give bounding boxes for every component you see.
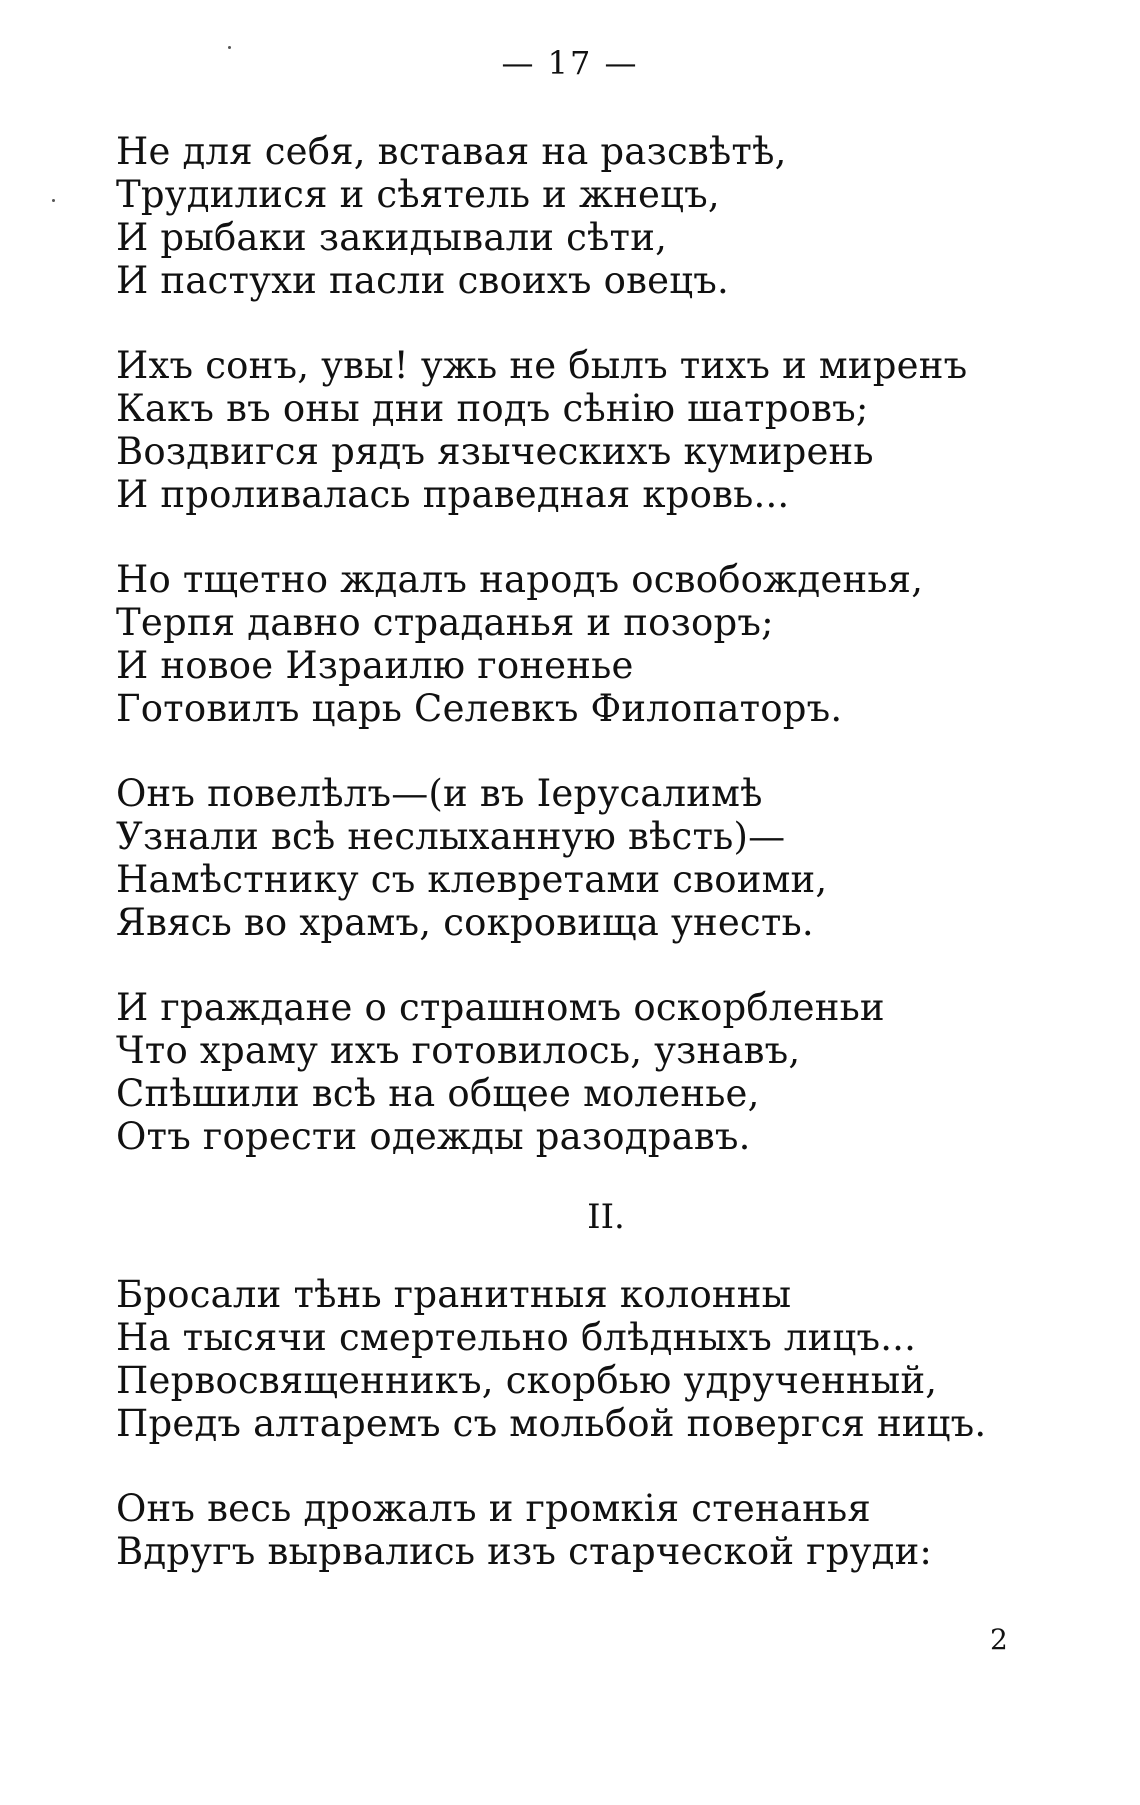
section-heading: II.	[587, 1197, 625, 1237]
verse-line: Трудилися и сѣятель и жнецъ,	[116, 173, 720, 216]
verse-line: Готовилъ царь Селевкъ Филопаторъ.	[116, 687, 843, 730]
verse-line: И пастухи пасли своихъ овецъ.	[116, 259, 729, 302]
stanza-1	[116, 130, 1036, 302]
print-speck	[52, 199, 55, 202]
verse-line: Намѣстнику съ клевретами своими,	[116, 858, 828, 901]
stanza-4	[116, 772, 1036, 944]
page-number-header: — 17 —	[501, 44, 639, 82]
verse-line: Бросали тѣнь гранитныя колонны	[116, 1273, 792, 1316]
verse-line: На тысячи смертельно блѣдныхъ лицъ...	[116, 1316, 917, 1359]
verse-line: Что храму ихъ готовилось, узнавъ,	[116, 1029, 801, 1072]
verse-line: И проливалась праведная кровь...	[116, 473, 790, 516]
verse-line: Узнали всѣ неслыханную вѣсть)—	[116, 815, 786, 858]
verse-line: Первосвященникъ, скорбью удрученный,	[116, 1359, 938, 1402]
verse-line: И новое Израилю гоненье	[116, 644, 634, 687]
stanza-2	[116, 344, 1036, 516]
verse-line: Спѣшили всѣ на общее моленье,	[116, 1072, 760, 1115]
stanza-3	[116, 558, 1036, 730]
verse-line: Онъ весь дрожалъ и громкія стенанья	[116, 1487, 871, 1530]
verse-line: Какъ въ оны дни подъ сѣнію шатровъ;	[116, 387, 869, 430]
stanza-7	[116, 1487, 1036, 1573]
verse-line: Отъ горести одежды разодравъ.	[116, 1115, 751, 1158]
verse-line: И граждане о страшномъ оскорбленьи	[116, 986, 885, 1029]
verse-line: И рыбаки закидывали сѣти,	[116, 216, 668, 259]
verse-line: Но тщетно ждалъ народъ освобожденья,	[116, 558, 924, 601]
verse-line: Не для себя, вставая на разсвѣтѣ,	[116, 130, 787, 173]
verse-line: Вдругъ вырвались изъ старческой груди:	[116, 1530, 933, 1573]
verse-line: Ихъ сонъ, увы! ужь не былъ тихъ и миренъ	[116, 344, 968, 387]
signature-mark: 2	[990, 1623, 1008, 1656]
stanza-5	[116, 986, 1036, 1158]
verse-line: Терпя давно страданья и позоръ;	[116, 601, 774, 644]
stanza-6	[116, 1273, 1036, 1445]
verse-line: Воздвигся рядъ языческихъ кумирень	[116, 430, 874, 473]
print-speck	[228, 46, 231, 49]
verse-line: Онъ повелѣлъ—(и въ Іерусалимѣ	[116, 772, 763, 815]
poem-text	[116, 130, 1036, 1615]
verse-line: Явясь во храмъ, сокровища унесть.	[116, 901, 814, 944]
verse-line: Предъ алтаремъ съ мольбой повергся ницъ.	[116, 1402, 987, 1445]
